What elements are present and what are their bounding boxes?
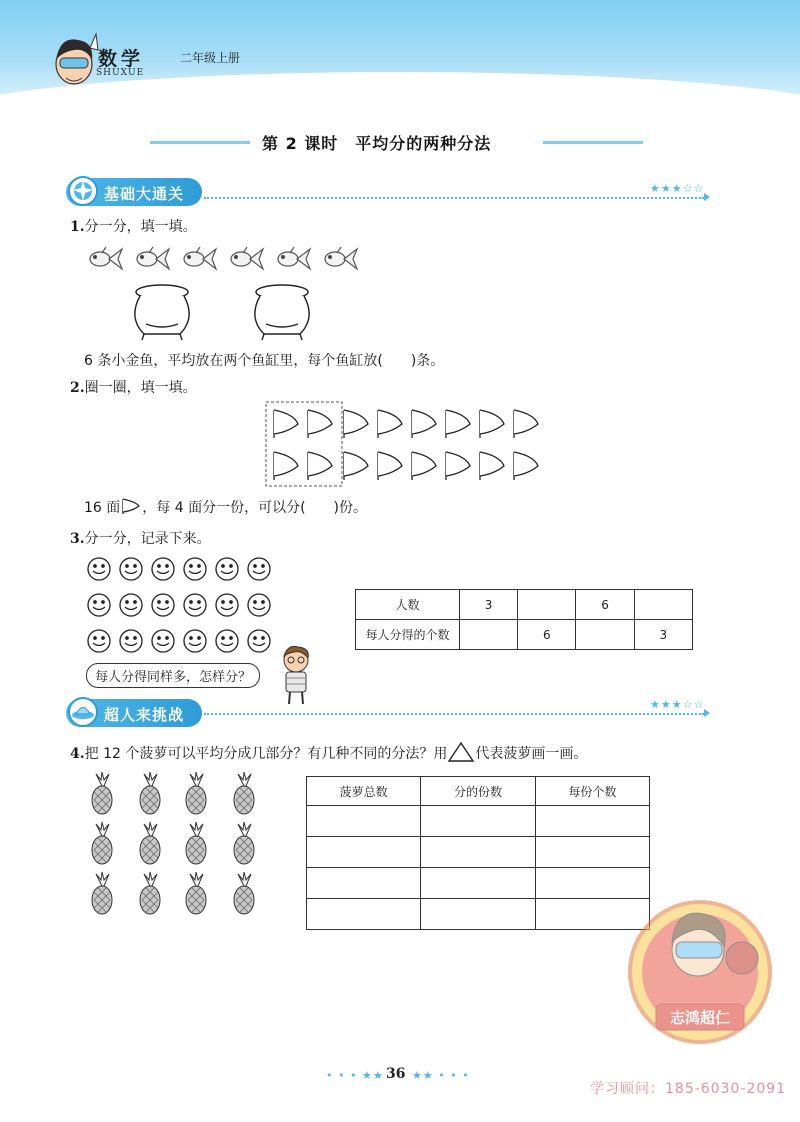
ufo-icon (66, 695, 100, 729)
q1-prompt-text: 分一分，填一填。 (84, 219, 197, 235)
title-line-left (150, 141, 250, 144)
table-header-cell: 每份个数 (535, 777, 649, 806)
footer-stars-left: • • • ★★ (326, 1069, 384, 1082)
page-number: 36 (386, 1066, 406, 1082)
section-label-basic: 基础大通关 (104, 185, 185, 203)
lesson-title: 第 2 课时 平均分的两种分法 (262, 134, 492, 153)
flags-grid (264, 400, 554, 488)
q1-prompt (70, 216, 197, 236)
planet-icon (66, 174, 100, 208)
contact-info: 学习顾问：185-6030-2091 (590, 1081, 787, 1097)
q3-prompt-text: 分一分，记录下来。 (84, 531, 211, 547)
table-cell[interactable] (421, 868, 535, 899)
section-divider-basic (204, 197, 704, 199)
table-cell[interactable] (576, 620, 634, 650)
pineapples-grid (86, 770, 266, 920)
arrow-icon (704, 709, 710, 717)
q2-number: 2. (70, 380, 85, 396)
subject-title: 数学 (98, 48, 145, 70)
table-cell[interactable] (535, 837, 649, 868)
q1-answer-text: 6 条小金鱼，平均放在两个鱼缸里，每个鱼缸放( )条。 (84, 353, 445, 369)
table-cell[interactable] (307, 868, 421, 899)
q4-prompt-after: 代表菠萝画一画。 (475, 746, 588, 762)
difficulty-stars-basic: ★★★☆☆ (650, 182, 705, 195)
table-row (356, 590, 693, 620)
table-header-cell: 分的份数 (421, 777, 535, 806)
speech-bubble: 每人分得同样多，怎样分？ (86, 663, 260, 688)
arrow-icon (704, 193, 710, 201)
table-row (307, 868, 650, 899)
q4-number: 4. (70, 746, 85, 762)
table-row (356, 620, 693, 650)
table-cell[interactable] (535, 806, 649, 837)
boy-mascot-icon (276, 644, 316, 706)
q4-prompt (70, 741, 587, 763)
table-cell[interactable]: 6 (518, 620, 576, 650)
section-label-challenge: 超人来挑战 (104, 706, 185, 724)
table-cell[interactable]: 3 (634, 620, 692, 650)
footer-stars-right: ★★ • • • (412, 1069, 470, 1082)
q2-prompt (70, 377, 197, 397)
difficulty-stars-challenge: ★★★☆☆ (650, 698, 705, 711)
q2-answer (84, 497, 367, 517)
grade-label: 二年级上册 (180, 51, 241, 65)
q2-answer-before: 16 面 (84, 500, 121, 516)
q3-prompt (70, 528, 211, 548)
table-cell[interactable] (421, 899, 535, 930)
table-header-cell: 菠萝总数 (307, 777, 421, 806)
table-cell[interactable]: 6 (576, 590, 634, 620)
table-row (307, 899, 650, 930)
smiley-faces-grid (86, 554, 282, 666)
table-cell[interactable]: 3 (459, 590, 517, 620)
table-row (307, 806, 650, 837)
q2-prompt-text: 圈一圈，填一填。 (84, 380, 197, 396)
fish-tanks (130, 284, 330, 346)
table-cell[interactable] (307, 899, 421, 930)
table-cell[interactable] (307, 806, 421, 837)
table-header-row (307, 777, 650, 806)
table-cell[interactable] (421, 837, 535, 868)
table-cell[interactable] (634, 590, 692, 620)
table-cell[interactable] (307, 837, 421, 868)
table-cell[interactable] (421, 806, 535, 837)
q3-record-table (355, 589, 693, 650)
subject-pinyin: SHUXUE (96, 68, 145, 78)
triangle-icon (447, 741, 475, 763)
goldfish-row (88, 244, 378, 274)
title-line-right (543, 141, 643, 144)
q3-number: 3. (70, 531, 85, 547)
flag-icon (120, 497, 142, 515)
table-cell: 人数 (356, 590, 460, 620)
superhero-seal-icon (620, 880, 780, 1060)
section-divider-challenge (204, 713, 704, 715)
table-cell[interactable] (459, 620, 517, 650)
table-row (307, 837, 650, 868)
seal-text: 志鸿超仁 (669, 1009, 731, 1027)
q1-number: 1. (70, 219, 85, 235)
table-cell: 每人分得的个数 (356, 620, 460, 650)
q2-answer-after: ，每 4 面分一份，可以分( )份。 (142, 500, 367, 516)
mascot-icon (50, 30, 100, 92)
table-cell[interactable] (518, 590, 576, 620)
q4-prompt-before: 把 12 个菠萝可以平均分成几部分？有几种不同的分法？用 (84, 746, 448, 762)
q4-pineapple-table (306, 776, 650, 930)
